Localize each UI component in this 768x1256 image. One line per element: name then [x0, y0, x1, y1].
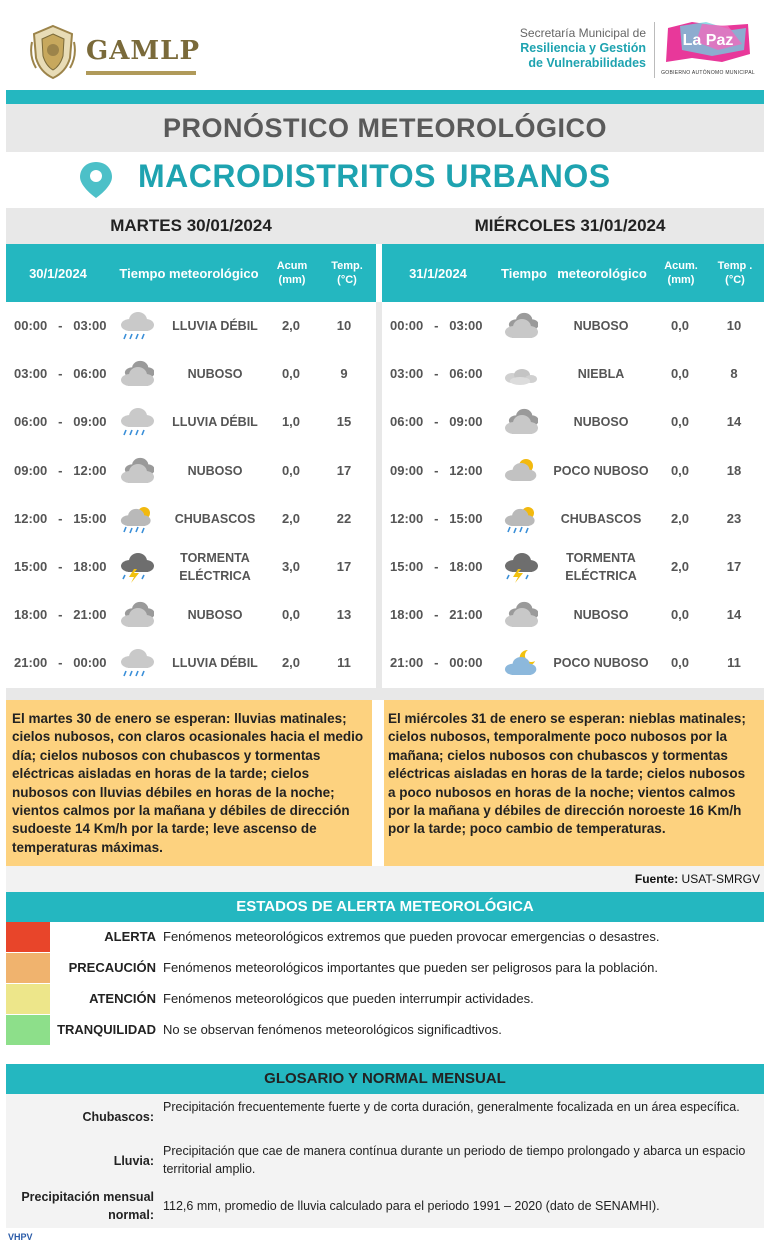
table-header-tuesday: [6, 244, 376, 302]
table-row: [6, 543, 376, 591]
day-heading-tuesday: MARTES 30/01/2024: [6, 208, 376, 244]
col-temp: Temp. (°C): [331, 260, 363, 286]
source-label: Fuente:: [634, 872, 679, 886]
time-range: 18:00 - 21:00: [14, 607, 107, 623]
table-row: [382, 398, 764, 446]
table-row: [382, 350, 764, 398]
accumulation-value: 1,0: [281, 414, 301, 430]
partly-cloudy-icon: [502, 455, 538, 487]
accumulation-value: 2,0: [670, 510, 690, 526]
page-title: PRONÓSTICO METEOROLÓGICO: [162, 113, 607, 143]
day-heading-wednesday: MIÉRCOLES 31/01/2024: [376, 208, 764, 244]
page-header: [0, 0, 768, 90]
cloudy-icon: [118, 599, 154, 631]
fog-icon: [502, 358, 538, 390]
accumulation-value: 2,0: [281, 510, 301, 526]
col-date: 30/1/2024: [29, 265, 87, 281]
temperature-value: 11: [337, 655, 351, 671]
alert-level-row: [6, 1015, 764, 1045]
time-range: 09:00 - 12:00: [390, 462, 483, 478]
secretaria-line2: Resiliencia y Gestión: [520, 41, 646, 55]
subtitle: MACRODISTRITOS URBANOS: [138, 158, 611, 194]
weather-description: NUBOSO: [573, 608, 629, 623]
alert-color-swatch: [6, 922, 50, 952]
col-date: 31/1/2024: [409, 265, 467, 281]
light-rain-icon: [118, 647, 154, 679]
glossary-title: GLOSARIO Y NORMAL MENSUAL: [6, 1064, 764, 1094]
table-row: [382, 447, 764, 495]
table-row: [382, 495, 764, 543]
col-weather-a: Tiempo: [501, 265, 547, 281]
weather-description: NUBOSO: [187, 463, 243, 478]
time-range: 00:00 - 03:00: [390, 318, 483, 333]
time-range: 21:00 - 00:00: [390, 655, 483, 671]
table-row: [382, 639, 764, 687]
table-row: [6, 447, 376, 495]
alert-level-description: No se observan fenómenos meteorológicos significadtivos.: [163, 1022, 502, 1037]
weather-description: LLUVIA DÉBIL: [172, 656, 258, 671]
cloudy-icon: [118, 358, 154, 390]
summary-tuesday: El martes 30 de enero se esperan: lluvias matinales; cielos nubosos, con claros ocasionales hacia el medio día; cielos nubosos con chubascos y tormentas eléctricas aisladas en horas de la tarde; cielos nubosos con lluvias débiles en horas de la noche; vientos calmos por la mañana y débiles de dirección sudoeste 14 Km/h por la tarde; leve ascenso de temperaturas máximas.: [6, 700, 372, 866]
time-range: 15:00 - 18:00: [390, 559, 483, 574]
cloudy-icon: [502, 406, 538, 438]
time-range: 21:00 - 00:00: [14, 655, 107, 671]
temperature-value: 15: [336, 414, 352, 430]
temperature-value: 23: [726, 510, 742, 526]
time-range: 09:00 - 12:00: [14, 462, 107, 478]
glossary-area: [6, 1094, 764, 1228]
subtitle-band: [6, 152, 764, 206]
alert-color-swatch: [6, 984, 50, 1014]
time-range: 03:00 - 06:00: [14, 366, 107, 382]
temperature-value: 17: [726, 559, 742, 574]
col-weather: Tiempo meteorológico: [119, 265, 259, 281]
weather-description: POCO NUBOSO: [553, 656, 649, 671]
thunderstorm-icon: [118, 551, 154, 583]
header-divider: [654, 22, 655, 78]
forecast-table-tuesday: [6, 302, 376, 688]
weather-description: LLUVIA DÉBIL: [172, 415, 258, 430]
secretaria-line3: de Vulnerabilidades: [528, 56, 646, 70]
weather-description: LLUVIA DÉBIL: [172, 319, 258, 333]
time-range: 06:00 - 09:00: [390, 414, 483, 430]
alert-level-row: [6, 953, 764, 983]
time-range: 12:00 - 15:00: [390, 510, 483, 526]
temperature-value: 14: [726, 414, 742, 430]
glossary-definition: Precipitación frecuentemente fuerte y de corta duración, generalmente focalizada en un área específica.: [163, 1100, 740, 1114]
teal-accent-bar: [6, 90, 764, 104]
title-band: [6, 104, 764, 152]
table-row: [382, 302, 764, 350]
temperature-value: 13: [336, 607, 352, 623]
alert-level-label: ALERTA: [104, 929, 156, 944]
temperature-value: 22: [336, 510, 352, 526]
gamlp-underline: [86, 71, 196, 75]
table-row: [6, 302, 376, 350]
table-bottom-band: [6, 688, 764, 700]
source-value: USAT-SMRGV: [681, 872, 760, 886]
alert-level-description: Fenómenos meteorológicos que pueden interrumpir actividades.: [163, 991, 534, 1006]
table-row: [6, 398, 376, 446]
weather-description: NUBOSO: [573, 415, 629, 430]
alert-level-label: PRECAUCIÓN: [68, 960, 156, 975]
cloudy-icon: [502, 310, 538, 342]
accumulation-value: 3,0: [281, 559, 301, 574]
temperature-value: 18: [726, 462, 742, 478]
glossary-term: Lluvia:: [113, 1154, 154, 1168]
accumulation-value: 0,0: [670, 462, 690, 478]
glossary-definition: 112,6 mm, promedio de lluvia calculado para el periodo 1991 – 2020 (dato de SENAMHI).: [163, 1199, 660, 1213]
source-line: [6, 866, 764, 892]
time-range: 00:00 - 03:00: [14, 318, 107, 333]
accumulation-value: 0,0: [281, 462, 301, 478]
accumulation-value: 0,0: [281, 366, 301, 382]
accumulation-value: 0,0: [670, 318, 690, 333]
la-paz-caption: GOBIERNO AUTÓNOMO MUNICIPAL: [661, 70, 755, 76]
weather-description: NUBOSO: [187, 608, 243, 623]
light-rain-icon: [118, 406, 154, 438]
alert-states-title: ESTADOS DE ALERTA METEOROLÓGICA: [6, 892, 764, 922]
secretaria-line1: Secretaría Municipal de: [519, 26, 646, 40]
cloudy-icon: [502, 599, 538, 631]
la-paz-logo: [662, 20, 754, 66]
time-range: 06:00 - 09:00: [14, 414, 107, 430]
glossary-term: Chubascos:: [82, 1110, 154, 1124]
col-acum: Acum. (mm): [664, 260, 698, 286]
table-row: [6, 495, 376, 543]
accumulation-value: 0,0: [670, 414, 690, 430]
accumulation-value: 2,0: [670, 559, 690, 574]
footer-initials: VHPV: [8, 1232, 33, 1242]
table-row: [6, 350, 376, 398]
temperature-value: 17: [336, 559, 352, 574]
partly-cloudy-night-icon: [502, 647, 538, 679]
alert-color-swatch: [6, 1015, 50, 1045]
weather-description: CHUBASCOS: [174, 511, 256, 526]
temperature-value: 8: [730, 366, 738, 382]
temperature-value: 9: [340, 366, 348, 382]
temperature-value: 10: [726, 318, 742, 333]
accumulation-value: 2,0: [281, 655, 301, 671]
alert-level-row: [6, 984, 764, 1014]
weather-description: CHUBASCOS: [560, 511, 642, 526]
time-range: 18:00 - 21:00: [390, 607, 483, 623]
temperature-value: 14: [726, 607, 742, 623]
table-row: [382, 543, 764, 591]
accumulation-value: 0,0: [670, 607, 690, 623]
weather-description: TORMENTA ELÉCTRICA: [179, 551, 251, 583]
showers-icon: [502, 503, 538, 535]
coat-of-arms-icon: [28, 22, 78, 80]
glossary-definition: Precipitación que cae de manera contínua durante un periodo de tiempo prolongado y abarca un espacio territorial amplio.: [163, 1144, 746, 1176]
summary-wednesday: El miércoles 31 de enero se esperan: nieblas matinales; cielos nubosos, temporalmente poco nubosos por la mañana; cielos nubosos con chubascos y tormentas eléctricas aisladas en horas de la tarde; cielos nubosos a poco nubosos en horas de la noche; vientos calmos por la mañana y débiles de dirección noroeste 16 Km/h por la tarde; poco cambio de temperaturas.: [384, 700, 764, 866]
glossary-term: Precipitación mensual normal:: [21, 1190, 154, 1222]
weather-description: NUBOSO: [573, 319, 629, 333]
temperature-value: 11: [727, 655, 741, 671]
time-range: 03:00 - 06:00: [390, 366, 483, 382]
cloudy-icon: [118, 455, 154, 487]
alert-level-description: Fenómenos meteorológicos extremos que pueden provocar emergencias o desastres.: [163, 929, 660, 944]
accumulation-value: 0,0: [670, 655, 690, 671]
location-pin-icon: [78, 160, 114, 200]
weather-description: TORMENTA ELÉCTRICA: [565, 551, 637, 583]
temperature-value: 17: [336, 462, 352, 478]
alert-color-swatch: [6, 953, 50, 983]
alert-level-description: Fenómenos meteorológicos importantes que pueden ser peligrosos para la población.: [163, 960, 659, 975]
table-row: [6, 639, 376, 687]
time-range: 12:00 - 15:00: [14, 510, 107, 526]
gamlp-wordmark: GAMLP: [86, 36, 200, 66]
thunderstorm-icon: [502, 551, 538, 583]
table-row: [6, 591, 376, 639]
col-acum: Acum (mm): [276, 260, 308, 286]
secretaria-block: [508, 26, 646, 71]
accumulation-value: 0,0: [670, 366, 690, 382]
alert-level-label: TRANQUILIDAD: [57, 1022, 156, 1037]
alert-level-label: ATENCIÓN: [89, 991, 156, 1006]
accumulation-value: 2,0: [281, 318, 301, 333]
accumulation-value: 0,0: [281, 607, 301, 623]
temperature-value: 10: [336, 318, 352, 333]
weather-description: POCO NUBOSO: [553, 463, 649, 478]
col-temp: Temp . (°C): [717, 260, 753, 286]
weather-description: NUBOSO: [187, 367, 243, 382]
table-row: [382, 591, 764, 639]
table-header-wednesday: [382, 244, 764, 302]
light-rain-icon: [118, 310, 154, 342]
col-weather-b: meteorológico: [557, 265, 647, 281]
showers-icon: [118, 503, 154, 535]
alert-level-row: [6, 922, 764, 952]
time-range: 15:00 - 18:00: [14, 559, 107, 574]
svg-text:La Paz: La Paz: [682, 32, 734, 49]
forecast-table-wednesday: [382, 302, 764, 688]
weather-description: NIEBLA: [577, 367, 625, 382]
